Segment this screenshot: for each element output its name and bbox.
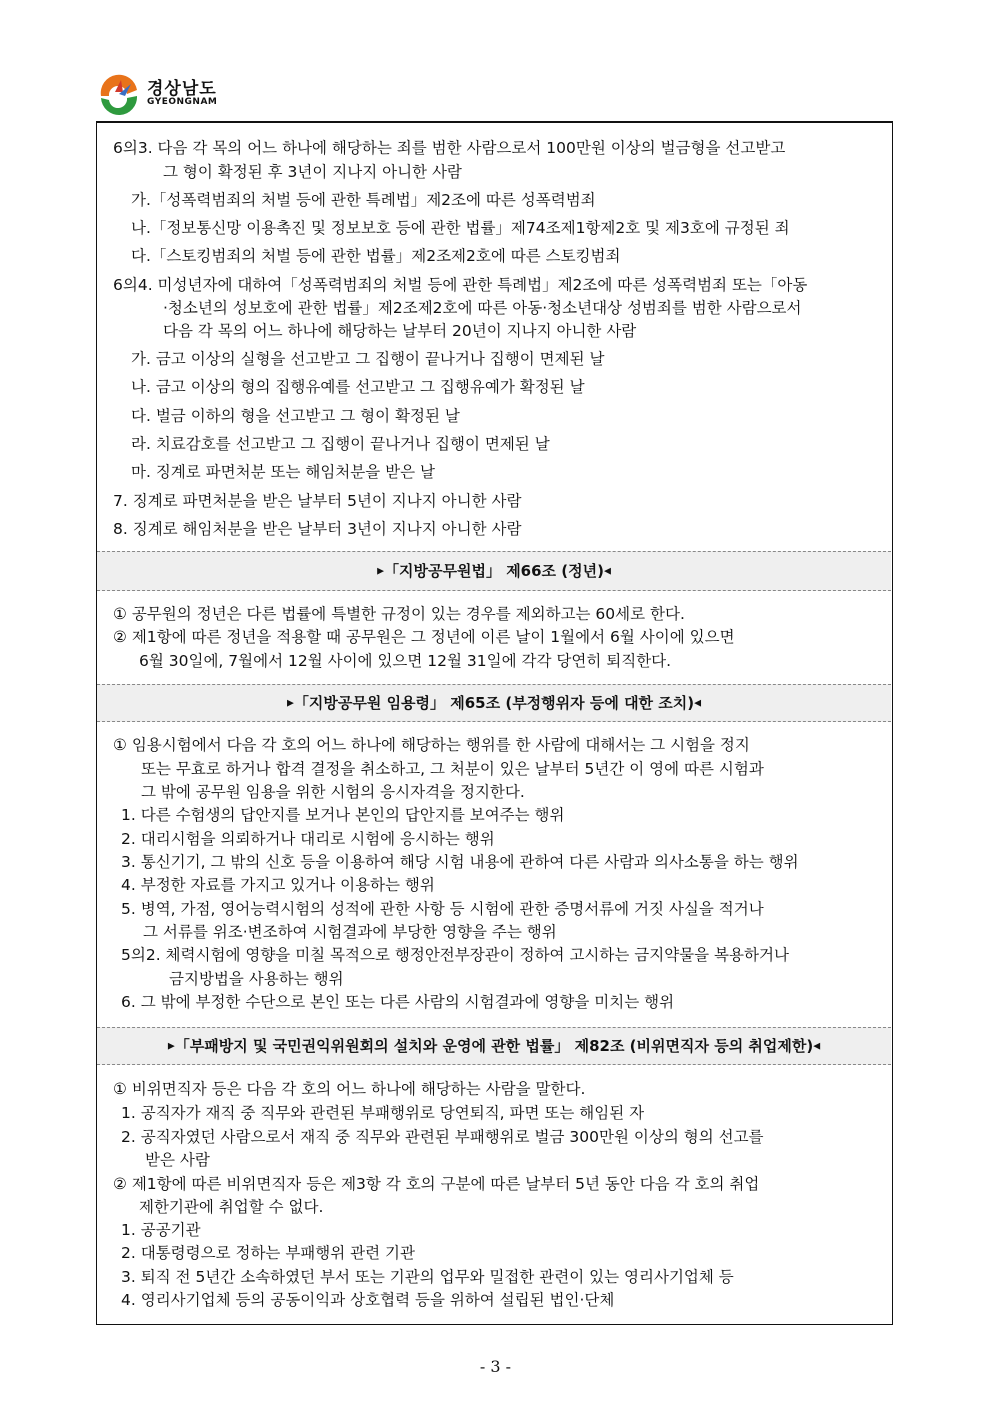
triangle-left-icon: ◀ <box>694 698 702 709</box>
text-line: ① 비위면직자 등은 다음 각 호의 어느 하나에 해당하는 사람을 말한다. <box>113 1080 586 1098</box>
logo-english-text: GYEONGNAM <box>147 97 218 107</box>
text-line: ② 제1항에 따른 정년을 적용할 때 공무원은 그 정년에 이른 날이 1월에서 6월 사이에 있으면 <box>113 628 735 646</box>
logo-korean-text: 경상남도 <box>147 79 217 99</box>
text-line: 1. 공직자가 재직 중 직무와 관련된 부패행위로 당연퇴직, 파면 또는 해임된 자 <box>121 1104 645 1122</box>
text-line: 다음 각 목의 어느 하나에 해당하는 날부터 20년이 지나지 아니한 사람 <box>163 322 637 340</box>
triangle-right-icon: ▶ <box>286 698 294 709</box>
section-header-employment-restriction <box>97 1027 891 1065</box>
text-line: 5. 병역, 가점, 영어능력시험의 성적에 관한 사항 등 시험에 관한 증명서류에 거짓 사실을 적거나 <box>121 900 764 918</box>
gyeongnam-emblem-icon <box>97 72 141 116</box>
text-line: 나. 금고 이상의 형의 집행유예를 선고받고 그 집행유예가 확정된 날 <box>131 378 585 396</box>
text-line: 6. 그 밖에 부정한 수단으로 본인 또는 다른 사람의 시험결과에 영향을 미치는 행위 <box>121 993 675 1011</box>
text-line: 6월 30일에, 7월에서 12월 사이에 있으면 12월 31일에 각각 당연히 퇴직한다. <box>139 652 672 670</box>
section-header-misconduct <box>97 684 891 722</box>
text-line: 받은 사람 <box>145 1151 210 1169</box>
text-line: 1. 공공기관 <box>121 1221 201 1239</box>
text-line: 2. 대통령령으로 정하는 부패행위 관련 기관 <box>121 1244 415 1262</box>
text-line: 6의3. 다음 각 목의 어느 하나에 해당하는 죄를 범한 사람으로서 100만원 이상의 벌금형을 선고받고 <box>113 139 786 157</box>
text-line: ① 공무원의 정년은 다른 법률에 특별한 규정이 있는 경우를 제외하고는 60세로 한다. <box>113 605 685 623</box>
text-line: ② 제1항에 따른 비위면직자 등은 제3항 각 호의 구분에 따른 날부터 5년 동안 다음 각 호의 취업 <box>113 1175 760 1193</box>
text-line: 그 형이 확정된 후 3년이 지나지 아니한 사람 <box>163 163 462 181</box>
text-line: 2. 대리시험을 의뢰하거나 대리로 시험에 응시하는 행위 <box>121 830 495 848</box>
text-line: 금지방법을 사용하는 행위 <box>169 970 344 988</box>
text-line: 가.「성폭력범죄의 처벌 등에 관한 특례법」제2조에 따른 성폭력범죄 <box>131 191 596 209</box>
text-line: 나.「정보통신망 이용촉진 및 정보보호 등에 관한 법률」제74조제1항제2호 및 제3호에 규정된 죄 <box>131 219 790 237</box>
text-line: 라. 치료감호를 선고받고 그 집행이 끝나거나 집행이 면제된 날 <box>131 435 550 453</box>
text-line: 또는 무효로 하거나 합격 결정을 취소하고, 그 처분이 있은 날부터 5년간 이 영에 따른 시험과 <box>141 760 764 778</box>
text-line: ·청소년의 성보호에 관한 법률」제2조제2호에 따른 아동·청소년대상 성범죄를 범한 사람으로서 <box>163 299 802 317</box>
document-frame <box>96 121 893 1325</box>
text-line: 1. 다른 수험생의 답안지를 보거나 본인의 답안지를 보여주는 행위 <box>121 806 565 824</box>
triangle-left-icon: ◀ <box>813 1041 821 1052</box>
section-title: 「부패방지 및 국민권익위원회의 설치와 운영에 관한 법률」 제82조 (비위면직자 등의 취업제한) <box>174 1037 814 1055</box>
text-line: 4. 영리사기업체 등의 공동이익과 상호협력 등을 위하여 설립된 법인·단체 <box>121 1291 615 1309</box>
text-line: 마. 징계로 파면처분 또는 해임처분을 받은 날 <box>131 463 436 481</box>
text-line: 다. 벌금 이하의 형을 선고받고 그 형이 확정된 날 <box>131 407 460 425</box>
text-line: 제한기관에 취업할 수 없다. <box>139 1198 324 1216</box>
section-header-retirement-age <box>97 551 891 591</box>
text-line: 8. 징계로 해임처분을 받은 날부터 3년이 지나지 아니한 사람 <box>113 520 522 538</box>
text-line: 5의2. 체력시험에 영향을 미칠 목적으로 행정안전부장관이 정하여 고시하는 금지약물을 복용하거나 <box>121 946 789 964</box>
text-line: 7. 징계로 파면처분을 받은 날부터 5년이 지나지 아니한 사람 <box>113 492 522 510</box>
text-line: 6의4. 미성년자에 대하여「성폭력범죄의 처벌 등에 관한 특례법」제2조에 따른 성폭력범죄 또는「아동 <box>113 276 808 294</box>
section-title: 「지방공무원 임용령」 제65조 (부정행위자 등에 대한 조치) <box>293 694 695 712</box>
text-line: 가. 금고 이상의 실형을 선고받고 그 집행이 끝나거나 집행이 면제된 날 <box>131 350 605 368</box>
text-line: 4. 부정한 자료를 가지고 있거나 이용하는 행위 <box>121 876 435 894</box>
triangle-right-icon: ▶ <box>377 566 385 577</box>
text-line: 2. 공직자였던 사람으로서 재직 중 직무와 관련된 부패행위로 벌금 300만원 이상의 형의 선고를 <box>121 1128 764 1146</box>
text-line: 3. 통신기기, 그 밖의 신호 등을 이용하여 해당 시험 내용에 관하여 다른 사람과 의사소통을 하는 행위 <box>121 853 799 871</box>
section-title: 「지방공무원법」 제66조 (정년) <box>384 562 604 580</box>
gyeongnam-logo <box>97 72 237 116</box>
text-line: ① 임용시험에서 다음 각 호의 어느 하나에 해당하는 행위를 한 사람에 대해서는 그 시험을 정지 <box>113 736 750 754</box>
page-number: - 3 - <box>479 1357 512 1376</box>
triangle-left-icon: ◀ <box>603 566 611 577</box>
text-line: 그 밖에 공무원 임용을 위한 시험의 응시자격을 정지한다. <box>141 783 525 801</box>
text-line: 다.「스토킹범죄의 처벌 등에 관한 법률」제2조제2호에 따른 스토킹범죄 <box>131 247 621 265</box>
triangle-right-icon: ▶ <box>167 1041 175 1052</box>
text-line: 3. 퇴직 전 5년간 소속하였던 부서 또는 기관의 업무와 밀접한 관련이 있는 영리사기업체 등 <box>121 1268 734 1286</box>
text-line: 그 서류를 위조·변조하여 시험결과에 부당한 영향을 주는 행위 <box>143 923 557 941</box>
